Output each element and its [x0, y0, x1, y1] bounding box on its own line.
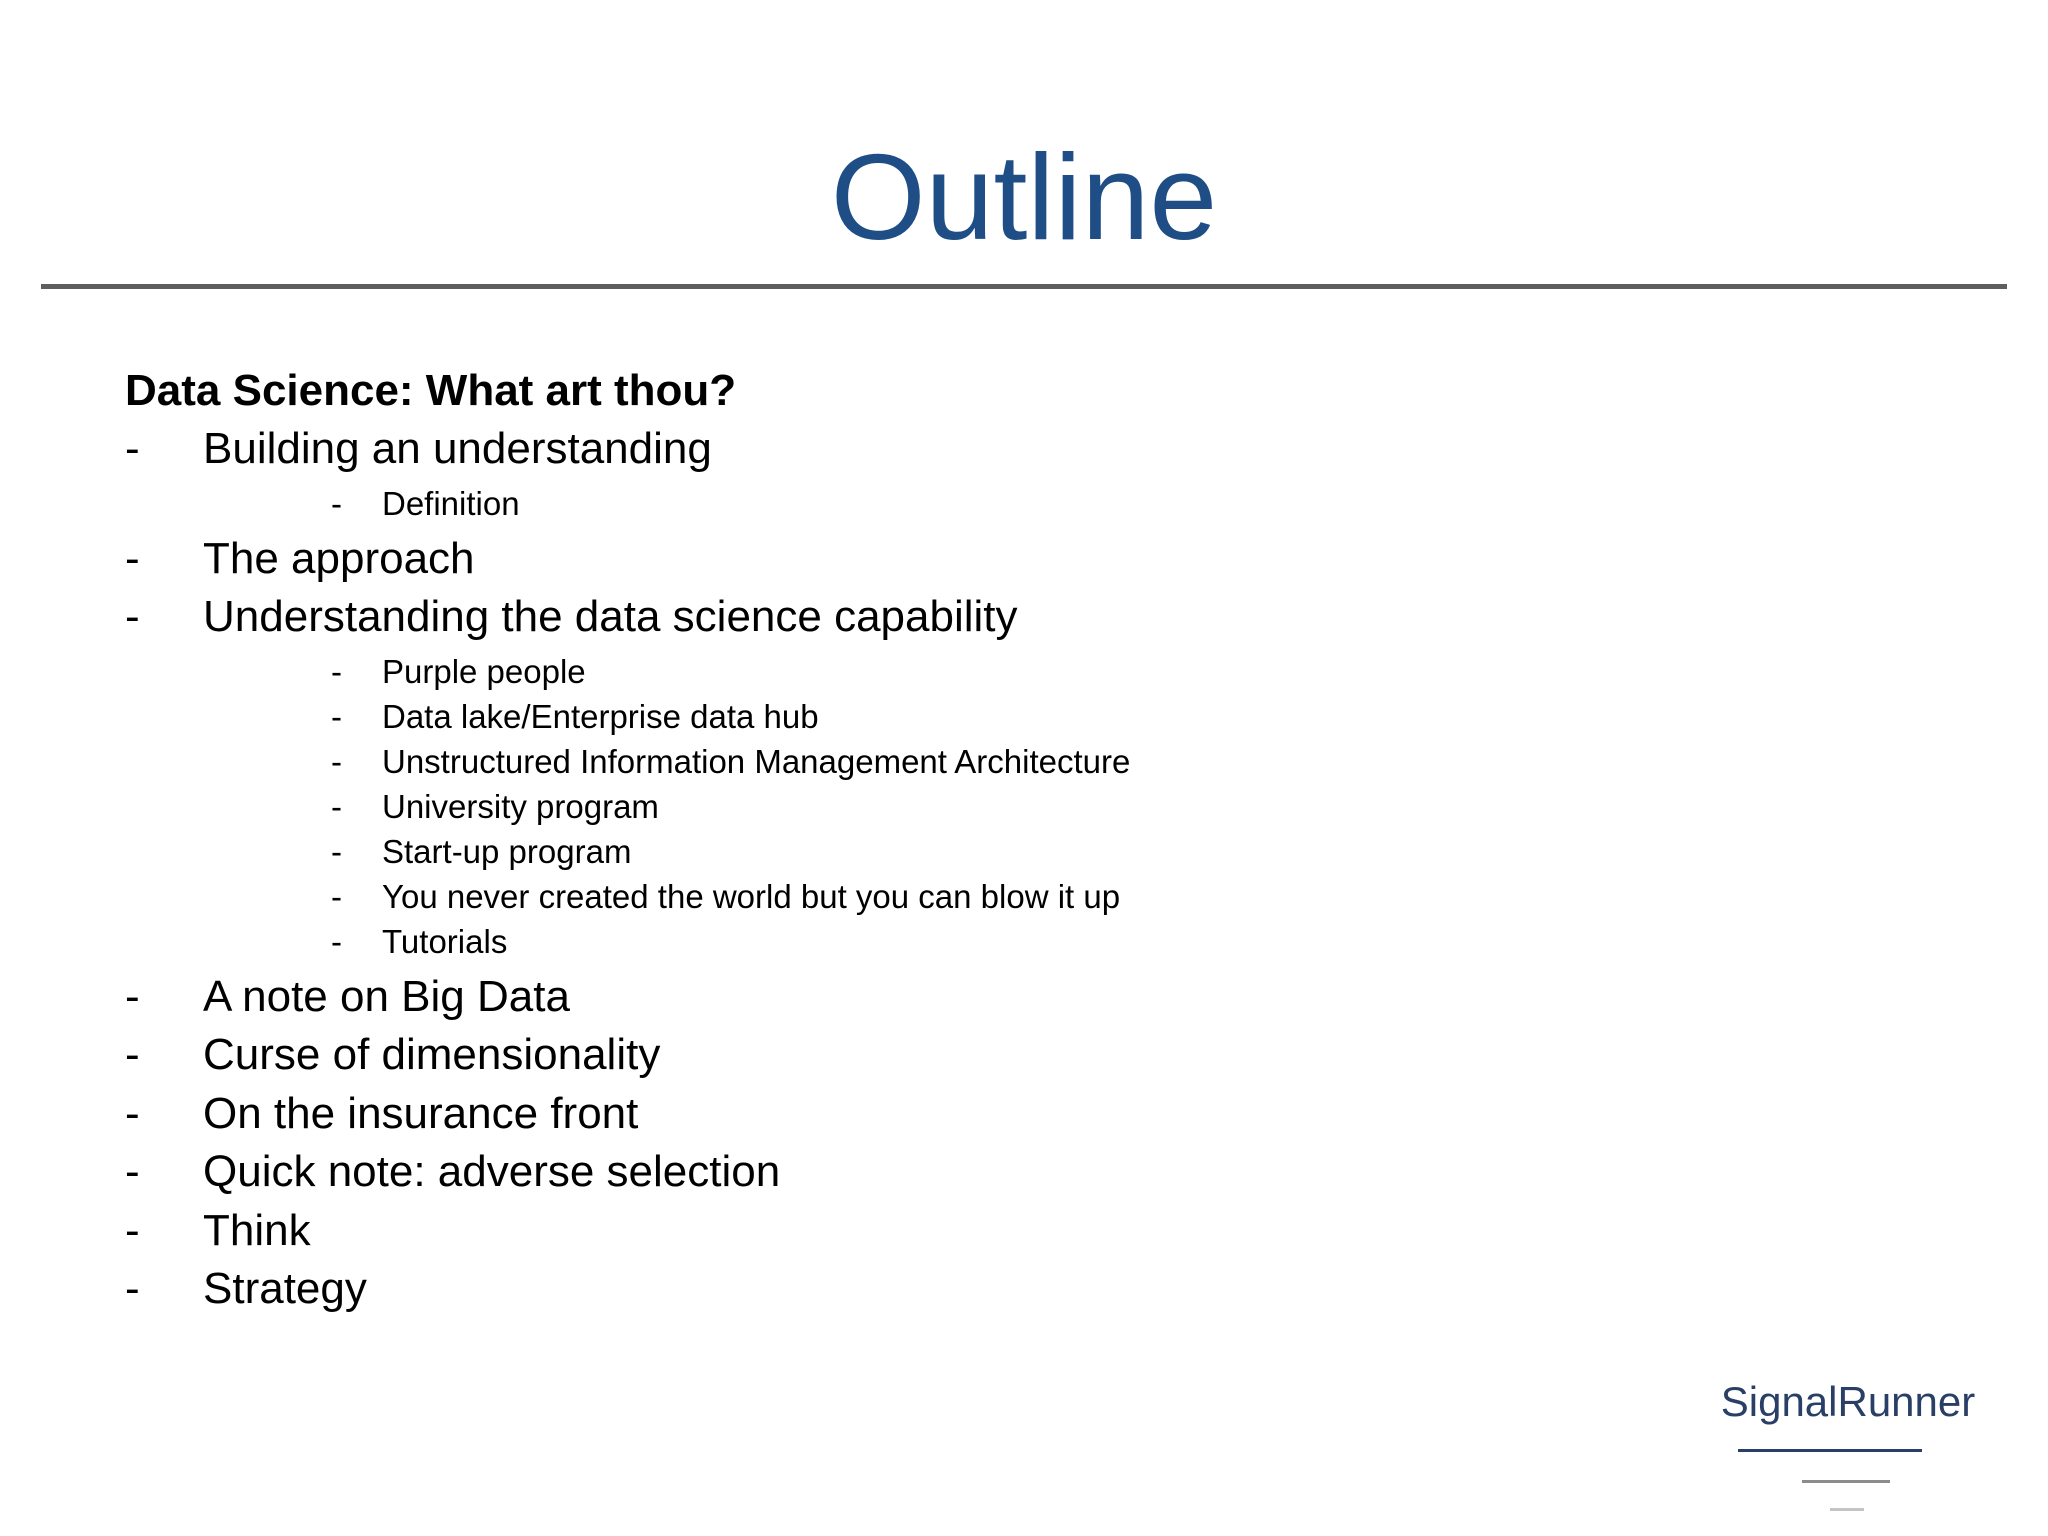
outline-item-text: The approach	[203, 533, 475, 583]
outline-item	[125, 420, 1825, 479]
outline-subitem	[125, 481, 1825, 526]
bullet-dash: -	[125, 533, 140, 583]
bullet-dash: -	[125, 1147, 140, 1196]
outline-item	[125, 1202, 1825, 1261]
outline-subitem	[125, 739, 1825, 784]
outline-item-text: Think	[203, 1205, 311, 1255]
bullet-dash: -	[331, 922, 342, 960]
outline-subitem	[125, 919, 1825, 964]
slide-title: Outline	[830, 129, 1218, 265]
bullet-dash: -	[125, 971, 140, 1021]
outline-item-text: Quick note: adverse selection	[203, 1147, 781, 1196]
bullet-dash: -	[331, 832, 342, 870]
bullet-dash: -	[331, 697, 342, 735]
outline-item-text: Curse of dimensionality	[203, 1030, 661, 1079]
outline-subitem	[125, 874, 1825, 919]
outline-list	[125, 362, 1825, 1319]
outline-item	[125, 588, 1825, 647]
bullet-dash: -	[125, 592, 140, 641]
outline-item	[125, 1085, 1825, 1144]
outline-subitem-text: Tutorials	[382, 922, 508, 960]
outline-subitem	[125, 649, 1825, 694]
logo-wordmark: SignalRunner	[1720, 1378, 1976, 1425]
bullet-dash: -	[331, 742, 342, 780]
outline-subitem-text: Unstructured Information Management Architecture	[382, 742, 1131, 780]
bullet-dash: -	[125, 1205, 140, 1255]
outline-subitem	[125, 784, 1825, 829]
logo-underline	[1738, 1449, 1922, 1452]
signalrunner-logo	[1712, 1372, 1984, 1522]
outline-item-text: Building an understanding	[203, 424, 712, 473]
outline-item	[125, 968, 1825, 1027]
outline-item	[125, 1026, 1825, 1085]
sub-list	[125, 647, 1825, 968]
outline-subitem-text: University program	[382, 787, 659, 825]
logo-underline-shortest	[1830, 1508, 1864, 1511]
outline-item	[125, 530, 1825, 589]
outline-heading: Data Science: What art thou?	[125, 366, 737, 415]
outline-subitem-text: Definition	[382, 484, 520, 522]
outline-subitem	[125, 694, 1825, 739]
sub-list	[125, 479, 1825, 530]
outline-subitem-text: Data lake/Enterprise data hub	[382, 697, 819, 735]
bullet-dash: -	[331, 652, 342, 690]
outline-subitem-text: Start-up program	[382, 832, 632, 870]
outline-item-text: Strategy	[203, 1264, 367, 1313]
outline-item	[125, 1260, 1825, 1319]
bullet-dash: -	[331, 877, 342, 915]
title-divider	[41, 284, 2007, 289]
bullet-dash: -	[125, 1088, 140, 1138]
bullet-dash: -	[125, 1264, 140, 1313]
bullet-dash: -	[331, 787, 342, 825]
bullet-dash: -	[125, 1030, 140, 1079]
bullet-dash: -	[125, 424, 140, 473]
outline-item-text: Understanding the data science capability	[203, 592, 1018, 641]
bullet-dash: -	[331, 484, 342, 522]
outline-subitem-text: You never created the world but you can blow it up	[382, 877, 1121, 915]
outline-subitem-text: Purple people	[382, 652, 586, 690]
outline-subitem	[125, 829, 1825, 874]
outline-item-text: A note on Big Data	[203, 971, 570, 1021]
outline-item-text: On the insurance front	[203, 1088, 639, 1138]
outline-item	[125, 1143, 1825, 1202]
logo-underline-short	[1802, 1480, 1890, 1483]
